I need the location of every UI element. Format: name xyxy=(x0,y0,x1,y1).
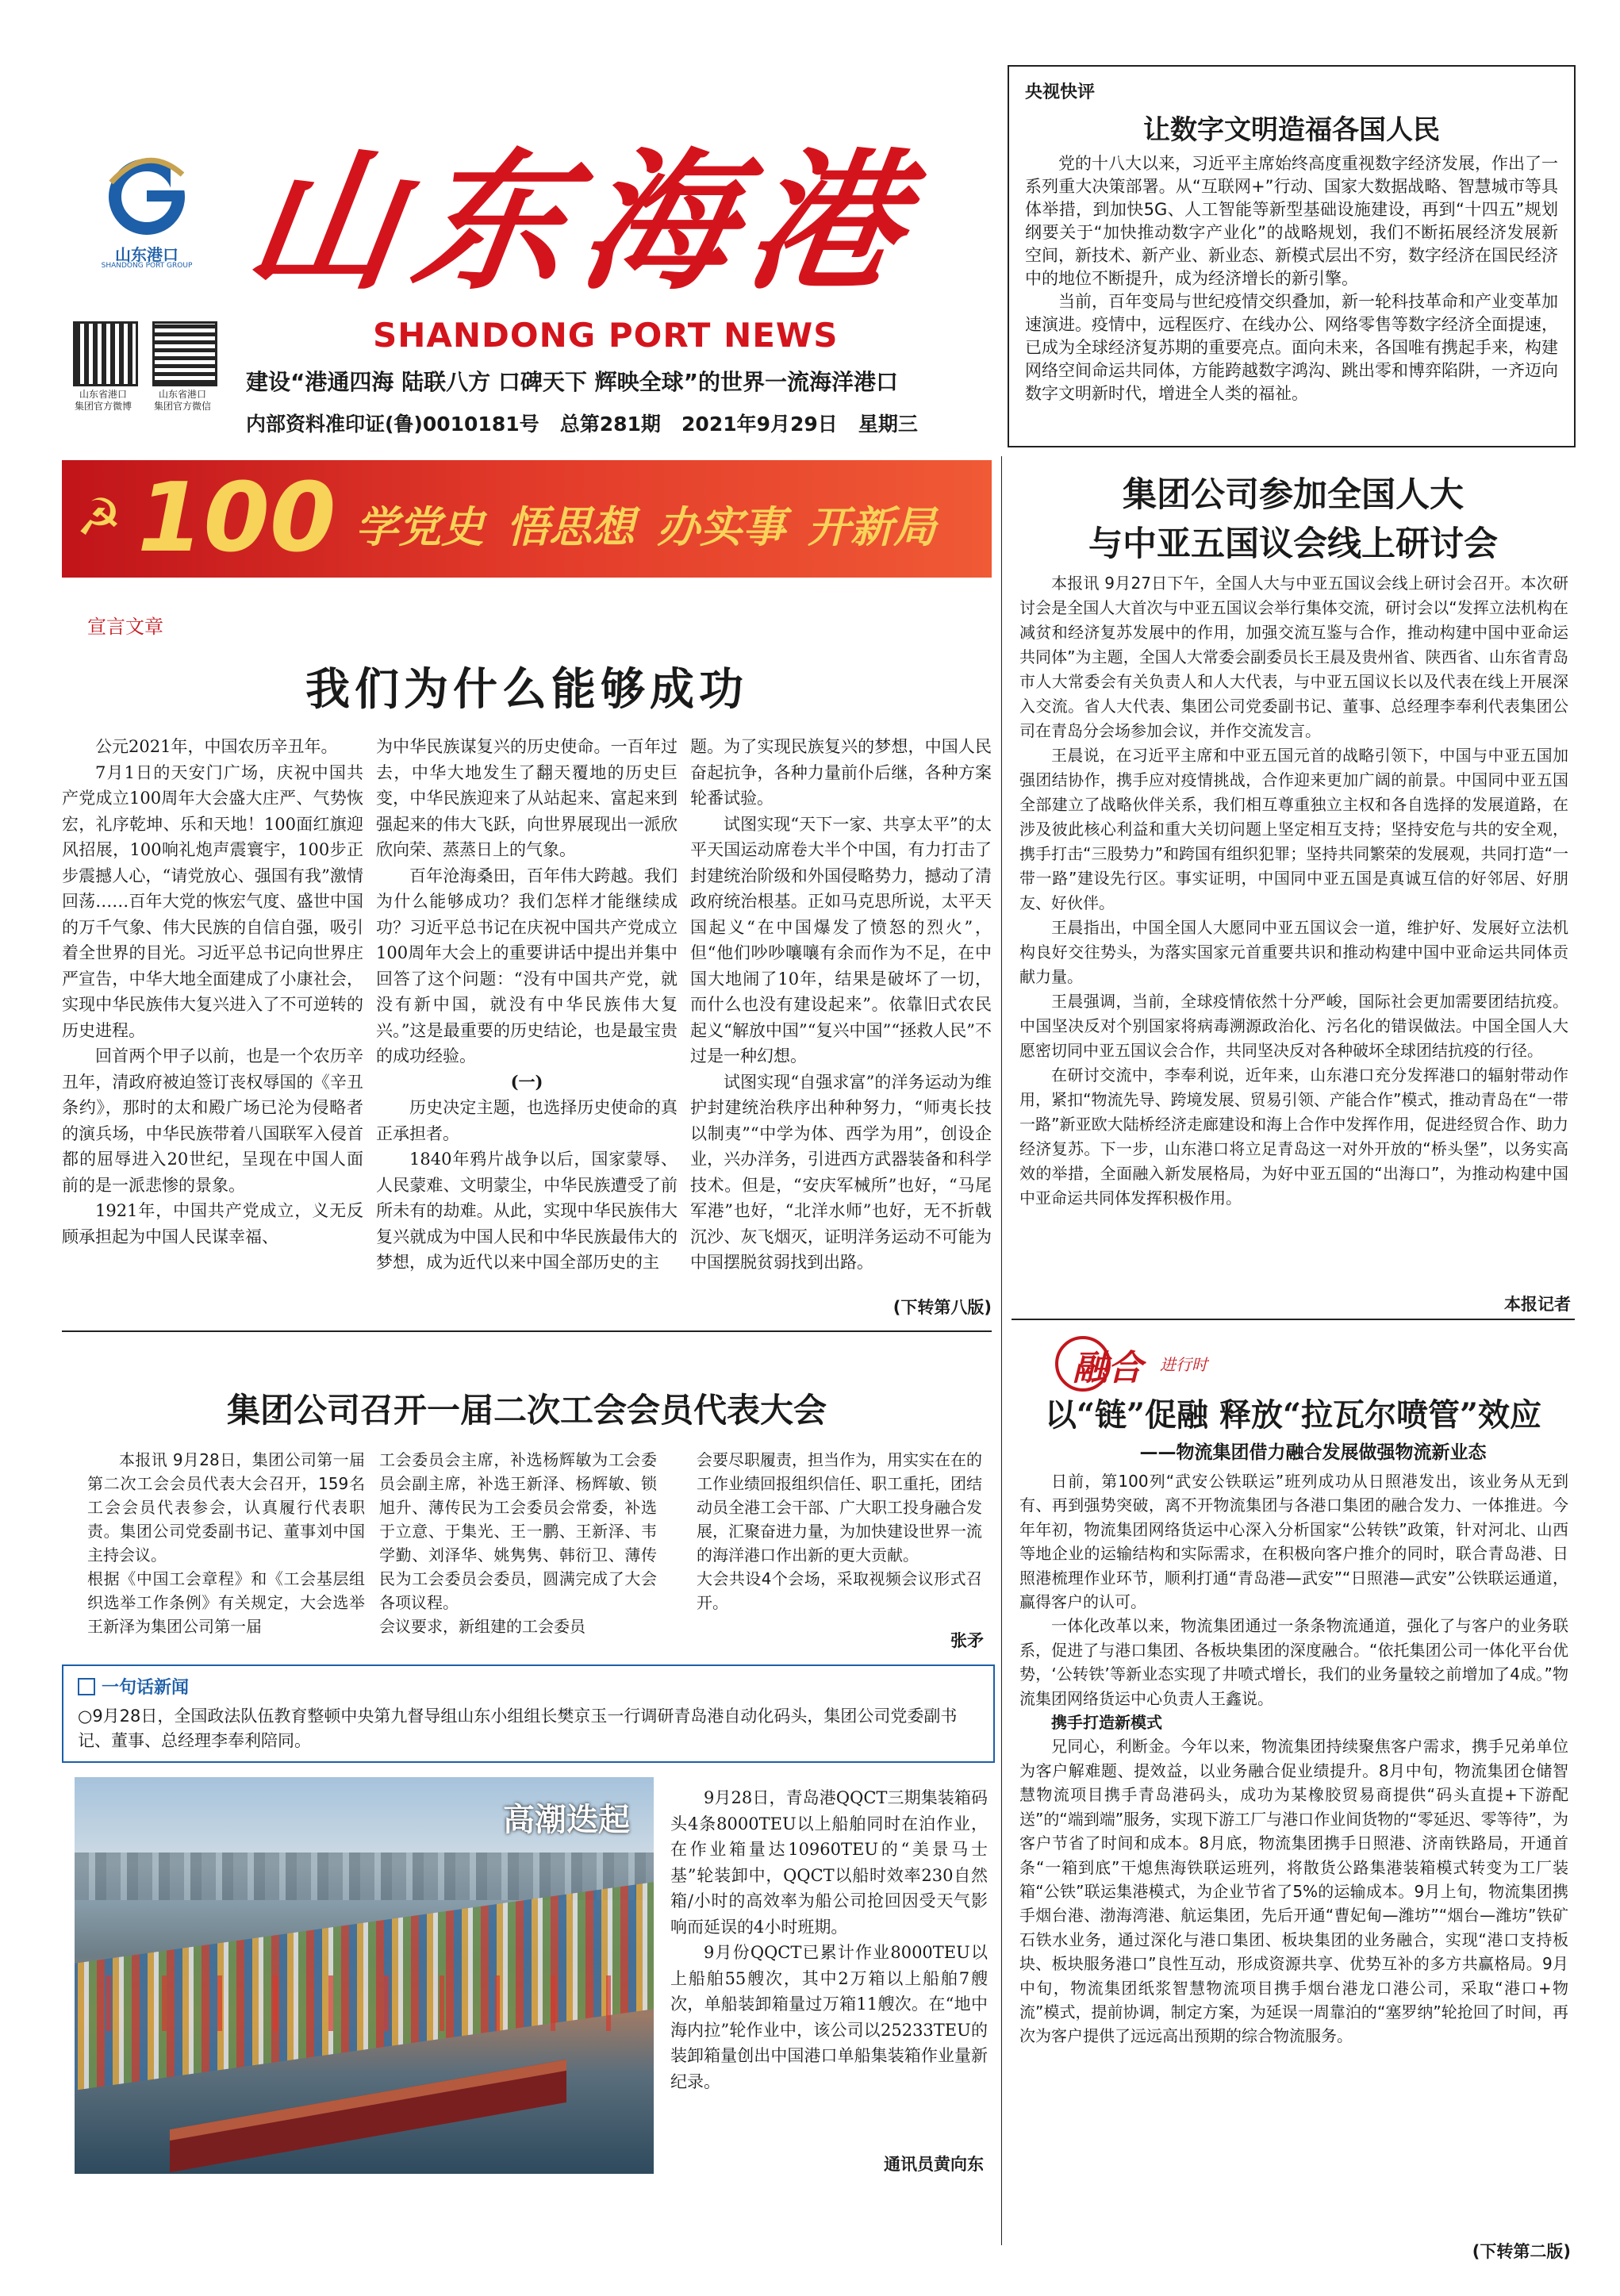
right-top-para-5: 在研讨交流中，李奉利说，近年来，山东港口充分发挥港口的辐射带动作用，紧扣“物流先导、跨境发展、贸易引领、产能合作”模式，推动青岛在“一带一路”新亚欧大陆桥经济走廊建设和海上合作中发挥作用，促进经贸合作、助力经济复苏。下一步，山东港口将立足青岛这一对外开放的“桥头堡”，以务实高效的举措，全面融入新发展格局，为好中亚五国的“出海口”，为推动构建中国中亚命运共同体发挥积极作用。 xyxy=(1019,1065,1568,1208)
commentary-headline: 让数字文明造福各国人民 xyxy=(1143,114,1440,146)
main-article-rule xyxy=(62,1330,992,1332)
logistics-subhead-2: 携手打造新模式 xyxy=(1051,1713,1162,1733)
banner-slogan-4: 开新局 xyxy=(808,502,936,552)
union-col1-text: 本报讯 9月28日，集团公司第一届第二次工会会员代表大会召开，159名工会会员代表参会，认真履行代表职责。集团公司党委副书记、董事刘中国主持会议。 根据《中国工会章程》和《工会基层组织选举工作条例》有关规定，大会选举王新泽为集团公司第一届 xyxy=(87,1450,365,1636)
issue-line: 内部资料准印证(鲁)0010181号 总第281期 2021年9月29日 星期三 xyxy=(246,413,918,436)
commentary-tag: 央视快评 xyxy=(1025,82,1096,102)
main-headline: 我们为什么能够成功 xyxy=(305,663,748,716)
logistics-subheadline: ——物流集团借力融合发展做强物流新业态 xyxy=(1139,1442,1487,1463)
right-top-para-3: 王晨指出，中国全国人大愿同中亚五国议会一道，维护好、发展好立法机构良好交往势头，为落实国家元首重要共识和推动构建中国中亚命运共同体贡献力量。 xyxy=(1019,918,1568,986)
photo-skyline xyxy=(75,1853,654,1900)
union-col3-text: 会要尽职履责，担当作为，用实实在在的工作业绩回报组织信任、职工重托，团结动员全港工会干部、广大职工投身融合发展，汇聚奋进力量，为加快建设世界一流的海洋港口作出新的更大贡献。 大会共设4个会场，采取视频会议形式召开。 xyxy=(697,1450,982,1612)
union-col-2 xyxy=(379,1448,657,1662)
column-logo xyxy=(1055,1333,1293,1388)
logistics-para-1: 日前，第100列“武安公铁联运”班列成功从日照港发出，该业务从无到有、再到强势突破，离不开物流集团与各港口集团的融合发力、一体推进。今年年初，物流集团网络货运中心深入分析国家“公转铁”政策，针对河北、山西等地企业的运输结构和实际需求，在积极向客户推介的同时，联合青岛港、日照港梳理作业环节，顺利打通“青岛港—武安”“日照港—武安”公铁联运通道，赢得客户的认可。 xyxy=(1019,1472,1568,1612)
qr-caption-weibo: 山东省港口 集团官方微博 xyxy=(74,389,132,412)
right-top-body xyxy=(1019,571,1568,1289)
banner-number: 100 xyxy=(137,463,336,574)
photo-cranes xyxy=(75,1975,654,2031)
main-col1-para-2: 7月1日的天安门广场，庆祝中国共产党成立100周年大会盛大庄严、气势恢宏，礼序乾坤、乐和天地！100面红旗迎风招展，100响礼炮声震寰宇，100步正步震撼人心，“请党放心、强国有我”激情回荡……百年大党的恢宏气度、盛世中国的万千气象、伟大民族的自信自强，吸引着全世界的目光。习近平总书记向世界庄严宣告，中华大地全面建成了小康社会，实现中华民族伟大复兴进入了不可逆转的历史进程。 xyxy=(62,762,363,1040)
main-col-2 xyxy=(376,734,678,1317)
banner-slogan-1: 学党史 xyxy=(355,502,484,552)
port-group-logo xyxy=(103,151,190,238)
main-col2-subhead: (一) xyxy=(510,1071,543,1092)
main-col1-para-4: 1921年，中国共产党成立，义无反顾承担起为中国人民谋幸福、 xyxy=(62,1201,363,1246)
masthead xyxy=(48,63,1008,444)
qr-caption-wechat: 山东省港口 集团官方微信 xyxy=(153,389,211,412)
main-continued[interactable]: (下转第八版) xyxy=(893,1298,992,1317)
masthead-title: 山东海港 xyxy=(237,133,929,310)
main-col3-para-2: 试图实现“天下一家、共享太平”的太平天国运动席卷大半个中国，有力打击了封建统治阶级和外国侵略势力，撼动了清政府统治根基。正如马克思所说，太平天国起义“在中国爆发了愤怒的烈火”，但“他们吵吵嚷嚷有余而作为不足，在中国大地闹了10年，结果是破坏了一切，而什么也没有建设起来”。依靠旧式农民起义“解放中国”“复兴中国”“拯救人民”不过是一种幻想。 xyxy=(690,814,992,1065)
right-top-para-1: 本报讯 9月27日下午，全国人大与中亚五国议会线上研讨会召开。本次研讨会是全国人大首次与中亚五国议会举行集体交流，研讨会以“发挥立法机构在减贫和经济复苏发展中的作用，加强交流互鉴与合作，推动构建中国中亚命运共同体”为主题，全国人大常委会副委员长王晨及贵州省、陕西省、山东省青岛市人大常委会有关负责人和人大代表，与中亚五国议长以及代表在线上开展深入交流。省人大代表、集团公司党委副书记、董事、总经理李奉利代表集团公司在青岛分会场参加会议，并作交流发言。 xyxy=(1019,574,1568,740)
hammer-sickle-icon: ☭ xyxy=(76,489,122,547)
main-col2-para-1: 为中华民族谋复兴的历史使命。一百年过去，中华大地发生了翻天覆地的历史巨变，中华民族迎来了从站起来、富起来到强起来的伟大飞跃，向世界展现出一派欣欣向荣、蒸蒸日上的气象。 xyxy=(376,737,678,859)
column-logo-text: 融合 xyxy=(1073,1348,1142,1388)
main-col-3 xyxy=(690,734,992,1289)
right-top-headline-2: 与中亚五国议会线上研讨会 xyxy=(1088,524,1498,564)
commentary-para-2: 当前，百年变局与世纪疫情交织叠加，新一轮科技革命和产业变革加速演进。疫情中，远程医疗、在线办公、网络零售等数字经济全面提速，已成为全球经济复苏期的重要亮点。面向未来，各国唯有携起手来，构建网络空间命运共同体，方能跨越数字鸿沟、跳出零和博弈陷阱，一齐迈向数字文明新时代，增进全人类的福祉。 xyxy=(1025,292,1558,403)
qr-code-wechat[interactable] xyxy=(152,321,217,386)
union-col-1 xyxy=(87,1448,365,1662)
right-top-para-2: 王晨说，在习近平主席和中亚五国元首的战略引领下，中国与中亚五国加强团结协作，携手应对疫情挑战，合作迎来更加广阔的前景。中国同中亚五国全部建立了战略伙伴关系，我们相互尊重独立主权和各自选择的发展道路，在涉及彼此核心利益和重大关切问题上坚定相互支持；坚持安危与共的安全观，携手打击“三股势力”和跨国有组织犯罪；坚持共同繁荣的发展观，共同打造“一带一路”建设先行区。事实证明，中国同中亚五国是真诚互信的好邻居、好朋友、好伙伴。 xyxy=(1019,746,1568,912)
right-top-rule xyxy=(1012,1319,1575,1320)
masthead-slogan: 建设“港通四海 陆联八方 口碑天下 辉映全球”的世界一流海洋港口 xyxy=(246,369,899,395)
main-col-1 xyxy=(62,734,363,1317)
right-top-para-4: 王晨强调，当前，全球疫情依然十分严峻，国际社会更加需要团结抗疫。中国坚决反对个别国家将病毒溯源政治化、污名化的错误做法。中国全国人大愿密切同中亚五国议会合作，共同坚决反对各种破坏全球团结抗疫的行径。 xyxy=(1019,992,1568,1060)
commentary-para-1: 党的十八大以来，习近平主席始终高度重视数字经济发展，作出了一系列重大决策部署。从“互联网+”行动、国家大数据战略、智慧城市等具体举措，到加快5G、人工智能等新型基础设施建设，再到“十四五”规划纲要关于“加快推动数字产业化”的战略规划，我们不断拓展经济发展新空间，新技术、新产业、新业态、新模式层出不穷，数字经济在国民经济中的地位不断提升，成为经济增长的新引擎。 xyxy=(1025,154,1558,288)
main-col1-para-3: 回首两个甲子以前，也是一个农历辛丑年，清政府被迫签订丧权辱国的《辛丑条约》，那时的太和殿广场已沦为侵略者的演兵场，中华民族带着八国联军入侵首都的屈辱进入20世纪，呈现在中国人面前的是一派悲惨的景象。 xyxy=(62,1046,363,1195)
main-col2-para-2: 百年沧海桑田，百年伟大跨越。我们为什么能够成功？我们怎样才能继续成功？习近平总书记在庆祝中国共产党成立100周年大会上的重要讲话中提出并集中回答了这个问题：“没有中国共产党，就没有新中国，就没有中华民族伟大复兴。”这是最重要的历史结论，也是最宝贵的成功经验。 xyxy=(376,866,678,1065)
photo-story-text xyxy=(670,1785,988,2134)
logistics-para-3: 兄同心，利断金。今年以来，物流集团持续聚焦客户需求，携手兄弟单位为客户解难题、提效益，以业务融合促业绩提升。8月中旬，物流集团仓储智慧物流项目携手青岛港码头，成功为某橡胶贸易商提供“码头直提+下游配送”的“端到端”服务，实现下游工厂与港口作业间货物的“零延迟、零等待”，为客户节省了时间和成本。8月底，物流集团携手日照港、济南铁路局，开通首条“一箱到底”干熄焦海铁联运班列，将散货公路集港装箱模式转变为工厂装箱“公铁”联运集港模式，为企业节省了5%的运输成本。9月上旬，物流集团携手烟台港、渤海湾港、航运集团，先后开通“曹妃甸—潍坊”“烟台—潍坊”铁矿石铁水业务，通过深化与港口集团、板块集团的业务融合，实现“港口支持板块、板块服务港口”良性互动，形成资源共享、优势互补的多方共赢格局。9月中旬，物流集团纸浆智慧物流项目携手烟台港龙口港公司，采取“港口+物流”模式，提前协调，制定方案，为延误一周靠泊的“塞罗纳”轮抢回了时间，再次为客户提供了远远高出预期的综合物流服务。 xyxy=(1019,1737,1568,2046)
vertical-rule xyxy=(1001,456,1002,2245)
union-byline: 张矛 xyxy=(950,1631,984,1650)
photo-story-para-1: 9月28日，青岛港QQCT三期集装箱码头4条8000TEU以上船舶同时在泊作业，在作业箱量达10960TEU的“美景马士基”轮装卸中，QQCT以船时效率230自然箱/小时的高效率为船公司抢回因受天气影响而延误的4小时班期。 xyxy=(670,1788,988,1937)
brief-news-text: ○9月28日，全国政法队伍教育整顿中央第九督导组山东小组组长樊京玉一行调研青岛港自动化码头，集团公司党委副书记、董事、总经理李奉利陪同。 xyxy=(78,1707,958,1750)
brief-news-box xyxy=(62,1664,995,1763)
party-banner xyxy=(62,460,992,578)
main-col2-para-4: 1840年鸦片战争以后，国家蒙辱、人民蒙难、文明蒙尘，中华民族遭受了前所未有的劫难。从此，实现中华民族伟大复兴就成为中国人民和中华民族最伟大的梦想，成为近代以来中国全部历史的主 xyxy=(376,1150,678,1272)
logistics-headline: 以“链”促融 释放“拉瓦尔喷管”效应 xyxy=(1045,1396,1541,1434)
column-logo-sub: 进行时 xyxy=(1160,1355,1207,1374)
qr-code-weibo[interactable] xyxy=(73,321,138,386)
logo-caption-en: SHANDONG PORT GROUP xyxy=(101,262,193,270)
right-top-headline-1: 集团公司参加全国人大 xyxy=(1123,475,1464,515)
main-col3-para-1: 题。为了实现民族复兴的梦想，中国人民奋起抗争，各种力量前仆后继，各种方案轮番试验。 xyxy=(690,737,992,808)
banner-slogan-2: 悟思想 xyxy=(506,502,635,552)
logistics-para-2: 一体化改革以来，物流集团通过一条条物流通道，强化了与客户的业务联系，促进了与港口集团、各板块集团的深度融合。“依托集团公司一体化平台优势，‘公转铁’等新业态实现了井喷式增长，我们的业务量较之前增加了4成。”物流集团网络货运中心负责人王鑫说。 xyxy=(1019,1616,1568,1708)
logo-caption: 山东港口 xyxy=(115,245,179,264)
logistics-continued[interactable]: (下转第二版) xyxy=(1472,2242,1571,2261)
photo-ship xyxy=(170,2060,566,2172)
commentary-box xyxy=(1008,65,1576,447)
square-icon xyxy=(78,1678,95,1695)
main-col2-para-3: 历史决定主题，也选择历史使命的真正承担者。 xyxy=(376,1098,678,1143)
banner-slogans xyxy=(355,493,936,555)
logistics-body xyxy=(1019,1469,1568,2237)
brief-news-title: 一句话新闻 xyxy=(102,1678,190,1698)
port-photo xyxy=(75,1777,654,2174)
main-col1-para-1: 公元2021年，中国农历辛丑年。 xyxy=(95,737,338,756)
photo-title: 高潮迭起 xyxy=(503,1801,630,1838)
union-col2-text: 工会委员会主席，补选杨辉敏为工会委员会副主席，补选王新泽、杨辉敏、锁旭升、薄传民为工会委员会常委，补选于立意、于集光、王一鹏、王新泽、韦学勤、刘泽华、姚隽隽、韩衍卫、薄传民为工会委员会委员，圆满完成了大会各项议程。 会议要求，新组建的工会委员 xyxy=(379,1450,657,1636)
main-col3-para-3: 试图实现“自强求富”的洋务运动为维护封建统治秩序出种种努力，“师夷长技以制夷”“中学为体、西学为用”，创设企业，兴办洋务，引进西方武器装备和科学技术。但是，“安庆军械所”也好，“马尾军港”也好，“北洋水师”也好，无不折戟沉沙、灰飞烟灭，证明洋务运动不可能为中国摆脱贫弱找到出路。 xyxy=(690,1072,992,1272)
brief-news-title-wrap xyxy=(78,1674,189,1699)
union-headline: 集团公司召开一届二次工会会员代表大会 xyxy=(226,1391,827,1430)
logo-g-icon xyxy=(103,151,190,238)
commentary-body xyxy=(1025,152,1558,405)
masthead-title-en: SHANDONG PORT NEWS xyxy=(373,316,839,355)
section-tag: 宣言文章 xyxy=(87,616,163,638)
photo-story-byline: 通讯员黄向东 xyxy=(884,2155,984,2174)
right-top-byline: 本报记者 xyxy=(1504,1295,1571,1314)
photo-story-para-2: 9月份QQCT已累计作业8000TEU以上船舶55艘次，其中2万箱以上船舶7艘次，单船装卸箱量过万箱11艘次。在“地中海内拉”轮作业中，该公司以25233TEU的装卸箱量创出中国港口单船集装箱作业量新纪录。 xyxy=(670,1943,988,2091)
banner-slogan-3: 办实事 xyxy=(657,502,785,552)
